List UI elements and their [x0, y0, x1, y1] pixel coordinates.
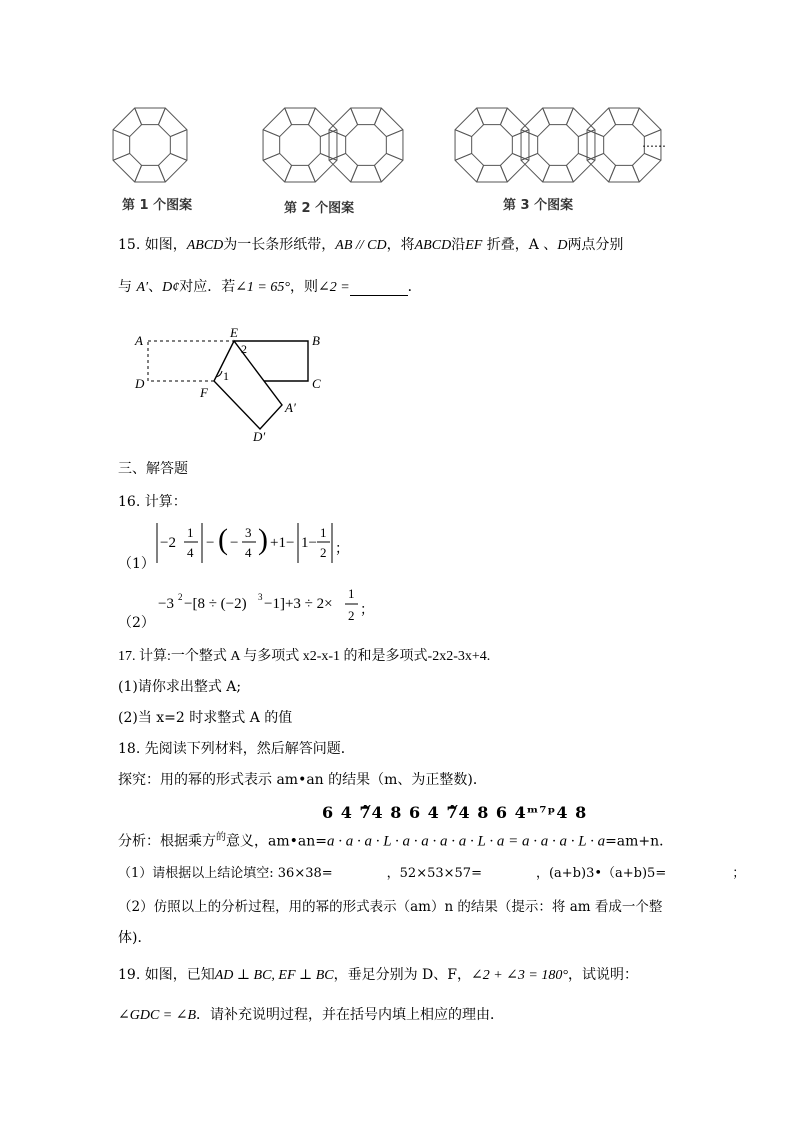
q15-text: 15. 如图， [118, 237, 187, 253]
frac-num: 1 [320, 525, 327, 540]
q15-ef: EF [465, 238, 483, 253]
q15-text: 为一长条形纸带， [223, 237, 336, 253]
svg-text:(: ( [218, 523, 228, 556]
q15-d: D [557, 238, 568, 253]
q15-angle2: ∠2 = [317, 280, 350, 295]
q19-angles: ∠2 + ∠3 = 180° [471, 968, 568, 983]
one-minus: 1− [301, 535, 317, 551]
label-B: B [312, 333, 320, 348]
q15-text: 、 [148, 279, 163, 295]
q15-text: ． [407, 279, 422, 295]
label-F: F [200, 385, 208, 400]
q15-line1 [118, 234, 623, 254]
q18-line5: （2）仿照以上的分析过程，用的幂的形式表示（am）n 的结果（提示：将 am 看成一个整 [118, 899, 663, 915]
term: −3 [158, 596, 174, 612]
octagon-pattern [113, 108, 187, 182]
q19-line2 [118, 1004, 504, 1024]
q16-part1-expression [150, 519, 360, 567]
q18-expression: a · a · a · L · a · a · a · a · L · a = a · a · a · L · a [326, 833, 606, 850]
q19-text: ．请补充说明过程，并在括号内填上相应的理由． [196, 1007, 505, 1023]
term: −1]+3 ÷ 2× [264, 596, 333, 612]
q15-text: 与 [118, 279, 132, 295]
q18-line3 [118, 828, 673, 851]
q18-line4 [118, 862, 745, 881]
q16-part1-label: （1） [118, 556, 155, 572]
q15-angle1: ∠1 = 65° [235, 280, 290, 295]
q18-fill-3: ，(a+b)3•（a+b)5= [535, 866, 667, 881]
label-A-prime: A′ [285, 400, 296, 415]
frac-num: 1 [348, 586, 355, 601]
q19-goal: ∠GDC = ∠B [118, 1008, 197, 1023]
semicolon: ； [360, 603, 374, 618]
caption-pattern-3: 第 3 个图案 [503, 198, 574, 213]
q15-text: ，则 [289, 279, 318, 295]
label-angle-1: 1 [223, 369, 229, 383]
label-E: E [230, 325, 238, 340]
octagon-pattern [329, 108, 403, 182]
q19-text: ，试说明： [567, 967, 638, 983]
frac-den: 4 [187, 545, 194, 560]
octagon-patterns [110, 95, 690, 195]
q18-fill-1: （1）请根据以上结论填空: 36×38= [118, 866, 333, 881]
q15-text: ，将 [386, 237, 415, 253]
section-heading: 三、解答题 [118, 461, 188, 477]
octagon-pattern [521, 108, 595, 182]
label-C: C [312, 376, 321, 391]
ellipsis: …… [642, 136, 666, 150]
semicolon: ； [335, 542, 349, 557]
minus: − [206, 535, 215, 551]
q18-braces: 6 4 7᷉4 8 6 4 7᷉4 8 6 4ᵐ⁷ᵖ4 8 [322, 803, 588, 822]
octagon-pattern [263, 108, 337, 182]
q17-line2: (1)请你求出整式 A; [118, 679, 242, 695]
term: −[8 ÷ (−2) [184, 596, 247, 612]
octagon-pattern [455, 108, 529, 182]
answer-blank[interactable] [350, 281, 408, 296]
frac-den: 2 [320, 545, 327, 560]
frac-den: 2 [348, 608, 355, 623]
folded-part [214, 341, 282, 429]
mixed-whole: −2 [160, 535, 176, 551]
q15-d-prime: D¢ [162, 280, 180, 295]
q18-text: 意义，am•an= [226, 833, 327, 850]
q18-text: 分析：根据乘方 [118, 833, 216, 850]
q19-text: ，垂足分别为 D、F， [333, 967, 471, 983]
label-D-prime: D′ [253, 429, 266, 444]
q18-line6: 体)． [118, 930, 152, 946]
q18-line2: 探究：用的幂的形式表示 am•an 的结果（m、为正整数)． [118, 772, 487, 788]
q15-parallel: AB // CD [335, 238, 387, 253]
svg-text:): ) [258, 523, 268, 556]
label-angle-2: 2 [241, 342, 247, 356]
exponent: 3 [258, 592, 263, 602]
plus-one-minus: +1− [270, 535, 295, 551]
folded-strip-figure [130, 325, 340, 450]
label-D: D [135, 376, 145, 391]
q16-title: 16. 计算： [118, 494, 187, 510]
q15-text: 对应．若 [179, 279, 236, 295]
q18-sup: 的 [216, 832, 226, 843]
q15-text: 折叠，A 、 [486, 237, 558, 253]
q15-abcd: ABCD [414, 238, 452, 253]
q15-line2 [118, 276, 422, 296]
caption-pattern-2: 第 2 个图案 [284, 201, 355, 216]
q18-text: =am+n． [605, 833, 674, 850]
label-A: A [135, 333, 143, 348]
exponent: 2 [178, 592, 183, 602]
q19-condition: AD ⊥ BC, EF ⊥ BC [214, 968, 334, 983]
caption-pattern-1: 第 1 个图案 [122, 198, 193, 213]
svg-text:−: − [230, 535, 239, 551]
q15-abcd: ABCD [186, 238, 224, 253]
q17-line3: (2)当 x=2 时求整式 A 的值 [118, 710, 293, 726]
frac-num: 1 [187, 525, 194, 540]
q18-text: ； [732, 866, 746, 881]
q15-a-prime: A′ [136, 280, 149, 295]
q19-line1 [118, 964, 638, 984]
q15-text: 沿 [451, 237, 466, 253]
q15-text: 两点分别 [567, 237, 624, 253]
frac-num: 3 [245, 525, 252, 540]
q16-part2-expression [150, 582, 374, 628]
q18-line1: 18. 先阅读下列材料，然后解答问题． [118, 741, 355, 757]
frac-den: 4 [245, 545, 252, 560]
q18-fill-2: ，52×53×57= [386, 866, 482, 881]
q17-line1: 17. 计算:一个整式 A 与多项式 x2-x-1 的和是多项式-2x2-3x+4. [118, 649, 491, 664]
q16-part2-label: （2） [118, 615, 155, 631]
q19-text: 19. 如图，已知 [118, 967, 215, 983]
